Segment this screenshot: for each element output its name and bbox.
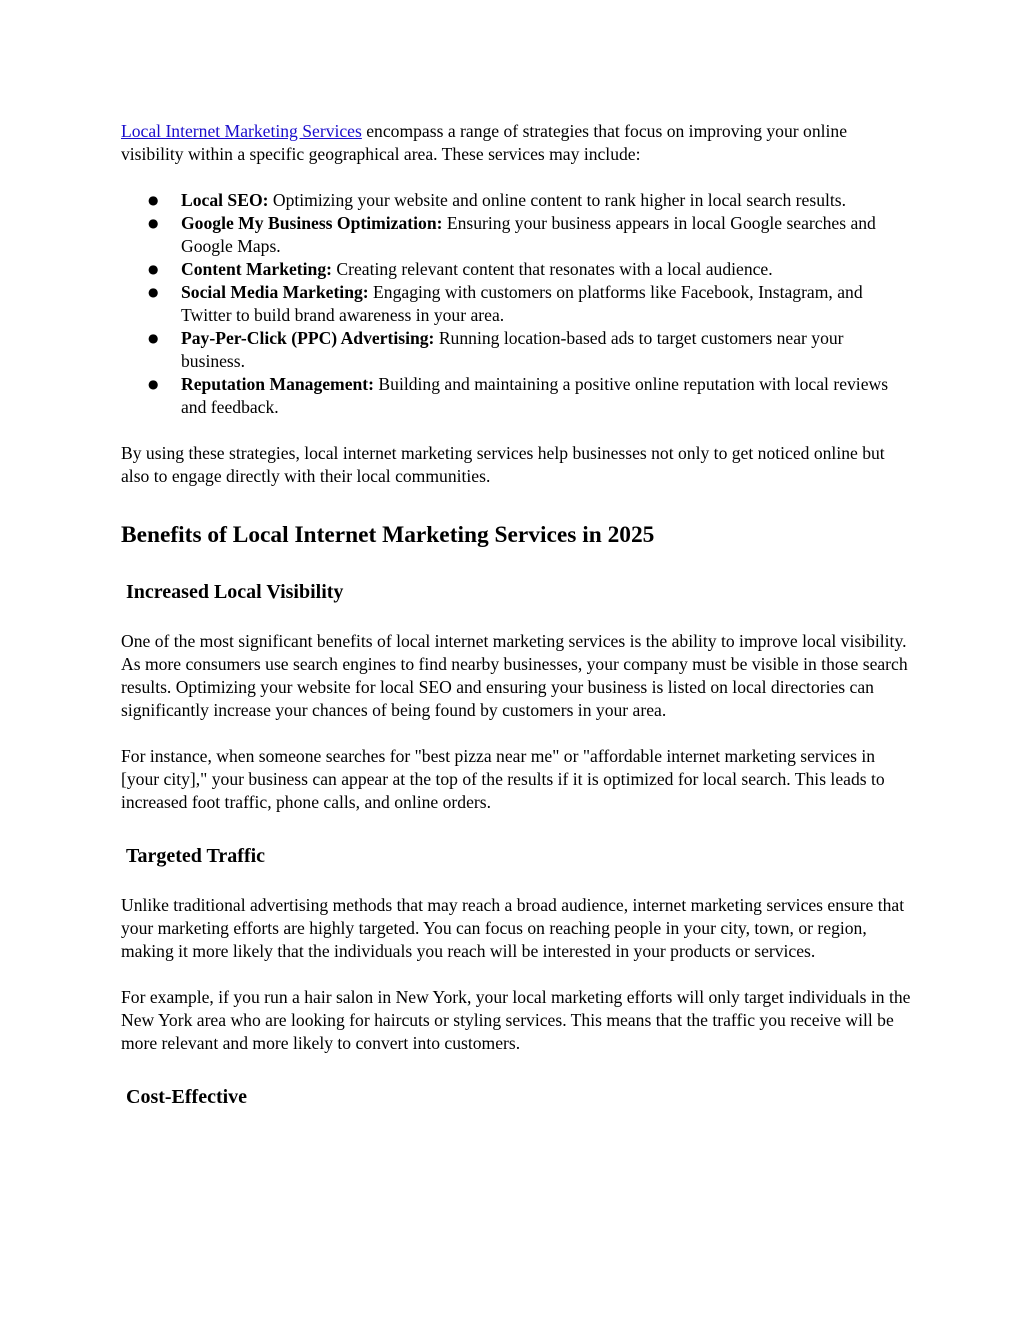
bullet-icon: ● (148, 285, 159, 299)
list-item (148, 281, 911, 327)
service-description: Creating relevant content that resonates with a local audience. (332, 259, 773, 279)
document-page (121, 120, 911, 1135)
service-description: Optimizing your website and online content to rank higher in local search results. (268, 190, 847, 210)
service-term: Local SEO: (181, 190, 269, 210)
service-description: Building and maintaining a positive online reputation with local reviews and feedback. (181, 374, 889, 417)
list-item (148, 189, 911, 212)
bullet-icon: ● (148, 193, 159, 207)
bullet-icon: ● (148, 331, 159, 345)
service-term: Content Marketing: (181, 259, 332, 279)
visibility-paragraph-2: For instance, when someone searches for "best pizza near me" or "affordable internet marketing services in [your city]," your business can appear at the top of the results if it is optimized for local search. This leads to increased foot traffic, phone calls, and online orders. (121, 746, 885, 812)
visibility-paragraph-1: One of the most significant benefits of local internet marketing services is the ability to improve local visibility. As more consumers use search engines to find nearby businesses, your company must be visible in those search results. Optimizing your website for local SEO and ensuring your business is listed on local directories can significantly increase your chances of being found by customers in your area. (121, 631, 908, 720)
local-marketing-link[interactable]: Local Internet Marketing Services (121, 121, 362, 141)
bullet-icon: ● (148, 216, 159, 230)
service-term: Pay-Per-Click (PPC) Advertising: (181, 328, 435, 348)
list-item (148, 212, 911, 258)
service-description: Ensuring your business appears in local Google searches and Google Maps. (181, 213, 876, 256)
visibility-heading: Increased Local Visibility (126, 581, 344, 603)
service-term: Social Media Marketing: (181, 282, 369, 302)
service-term: Google My Business Optimization: (181, 213, 443, 233)
intro-paragraph (121, 120, 911, 166)
list-item (148, 258, 911, 281)
service-term: Reputation Management: (181, 374, 375, 394)
bullet-icon: ● (148, 262, 159, 276)
list-item (148, 373, 911, 419)
summary-paragraph: By using these strategies, local internet marketing services help businesses not only to get noticed online but also to engage directly with their local communities. (121, 443, 885, 486)
service-description: Running location-based ads to target customers near your business. (181, 328, 844, 371)
service-description: Engaging with customers on platforms like Facebook, Instagram, and Twitter to build brand awareness in your area. (181, 282, 863, 325)
traffic-paragraph-1: Unlike traditional advertising methods that may reach a broad audience, internet marketing services ensure that your marketing efforts are highly targeted. You can focus on reaching people in your city, town, or region, making it more likely that the individuals you reach will be interested in your products or services. (121, 895, 905, 961)
cost-heading: Cost-Effective (126, 1086, 248, 1108)
benefits-heading: Benefits of Local Internet Marketing Services in 2025 (121, 522, 655, 548)
bullet-icon: ● (148, 377, 159, 391)
traffic-paragraph-2: For example, if you run a hair salon in New York, your local marketing efforts will only target individuals in the New York area who are looking for haircuts or styling services. This means that the traffic you receive will be more relevant and more likely to convert into customers. (121, 987, 911, 1053)
traffic-heading: Targeted Traffic (126, 845, 266, 867)
list-item (148, 327, 911, 373)
services-list (121, 189, 911, 419)
intro-text: encompass a range of strategies that focus on improving your online visibility within a specific geographical area. These services may include: (121, 121, 848, 164)
